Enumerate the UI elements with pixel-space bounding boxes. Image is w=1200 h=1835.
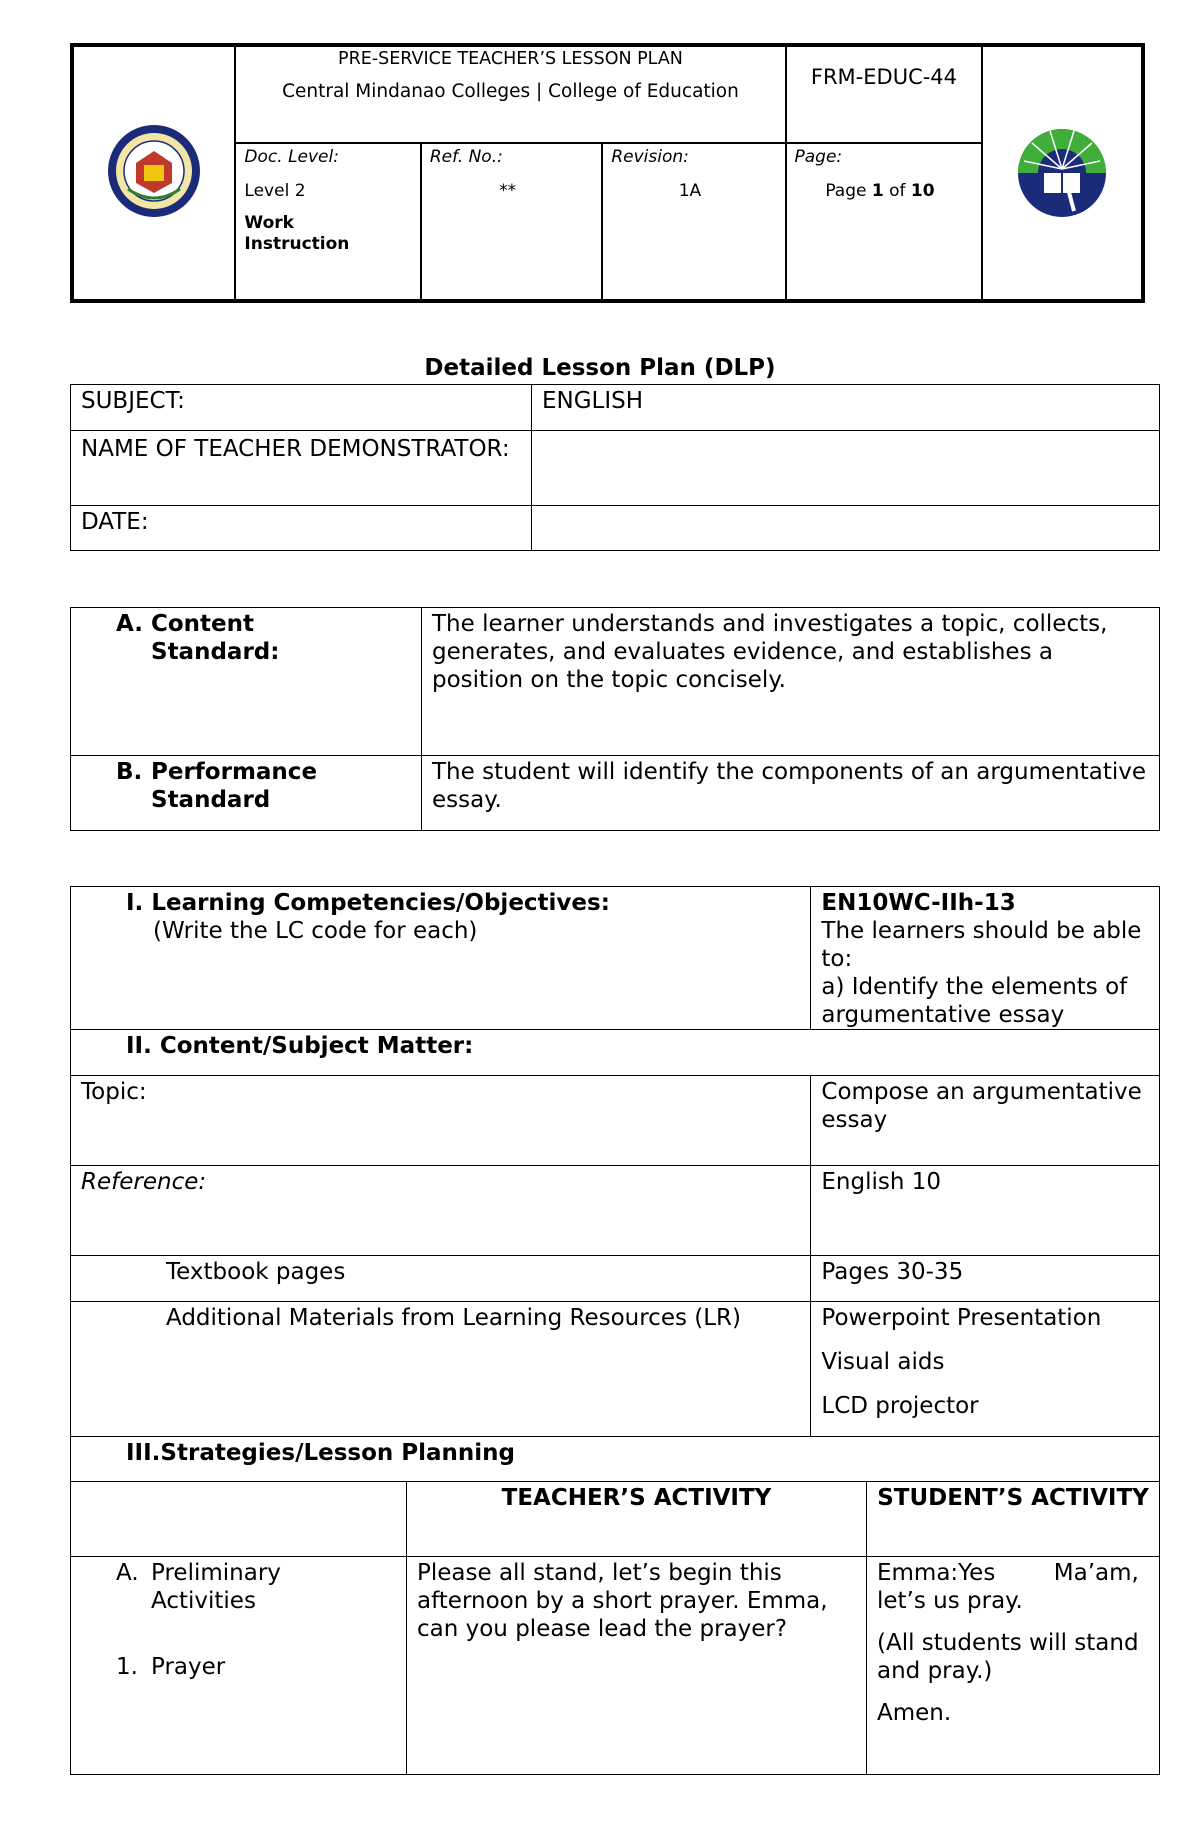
- ref-no-value: **: [499, 181, 517, 201]
- form-header-table: [70, 43, 1145, 303]
- title-cell: [235, 45, 785, 143]
- teacher-activity-text: Please all stand, let’s begin this afternoon by a short prayer. Emma, can you please lead the prayer?: [407, 1557, 867, 1775]
- competencies-detail-cell: [811, 887, 1160, 1030]
- teacher-activity-header: TEACHER’S ACTIVITY: [407, 1482, 867, 1557]
- competencies-title: Learning Competencies/Objectives:: [151, 890, 610, 916]
- content-standard-label: [71, 608, 422, 756]
- dlp-title: Detailed Lesson Plan (DLP): [424, 355, 776, 381]
- competencies-num: I.: [126, 890, 144, 916]
- doc-level-value: Level 2: [244, 181, 306, 201]
- performance-standard-text: The student will identify the components of an argumentative essay.: [422, 756, 1160, 831]
- revision-value: 1A: [678, 181, 702, 201]
- page-number: [795, 181, 982, 201]
- textbook-value: Pages 30-35: [811, 1256, 1160, 1302]
- form-code: FRM-EDUC-44: [810, 65, 958, 89]
- lesson-plan-table: [70, 886, 1160, 1775]
- student-activity-header: STUDENT’S ACTIVITY: [867, 1482, 1160, 1557]
- competencies-sub: (Write the LC code for each): [153, 918, 478, 944]
- date-label: DATE:: [71, 506, 532, 551]
- content-heading: II. Content/Subject Matter:: [71, 1030, 1160, 1076]
- page-of: of: [889, 181, 906, 201]
- college-of-education-logo: [1014, 121, 1110, 221]
- prayer-item: [116, 1653, 396, 1681]
- content-standard-letter: A.: [116, 611, 143, 637]
- material-item: Visual aids: [821, 1349, 945, 1375]
- materials-cell: [811, 1302, 1160, 1437]
- materials-label: Additional Materials from Learning Resources (LR): [71, 1302, 811, 1437]
- subject-label: SUBJECT:: [71, 385, 532, 431]
- content-standard-text: The learner understands and investigates a topic, collects, generates, and evaluates evidence, and establishes a position on the topic concisely.: [422, 608, 1160, 756]
- objectives-intro: The learners should be able to:: [821, 918, 1142, 972]
- page-total: 10: [910, 181, 935, 201]
- teacher-label: NAME OF TEACHER DEMONSTRATOR:: [71, 431, 532, 506]
- performance-standard-label: [71, 756, 422, 831]
- subject-value: ENGLISH: [532, 385, 1160, 431]
- preliminary-label: Preliminary Activities: [151, 1560, 281, 1614]
- student-activity-cell: [867, 1557, 1160, 1775]
- education-logo-cell: [982, 45, 1143, 301]
- doc-level-type: Work Instruction: [244, 213, 350, 254]
- preliminary-letter: A.: [116, 1560, 139, 1586]
- doc-level-cell: [235, 143, 420, 301]
- preliminary-cell: [71, 1557, 407, 1775]
- reference-label: Reference:: [71, 1166, 811, 1256]
- page-label: Page:: [794, 147, 843, 167]
- form-title: PRE-SERVICE TEACHER’S LESSON PLAN: [338, 49, 683, 69]
- revision-cell: [602, 143, 785, 301]
- ref-no-label: Ref. No.:: [429, 147, 503, 167]
- dlp-info-table: [70, 384, 1160, 551]
- cmc-seal-cell: [72, 45, 235, 301]
- objective-a: a) Identify the elements of argumentative essay: [821, 974, 1128, 1028]
- cmc-seal-logo: [106, 123, 202, 219]
- revision-label: Revision:: [611, 147, 689, 167]
- content-standard-text-label: Content Standard:: [151, 611, 280, 665]
- topic-label: Topic:: [71, 1076, 811, 1166]
- doc-level-label: Doc. Level:: [244, 147, 339, 167]
- topic-value: Compose an argumentative essay: [811, 1076, 1160, 1166]
- competencies-heading-cell: [71, 887, 811, 1030]
- student-line-2: (All students will stand and pray.): [877, 1630, 1139, 1684]
- ref-no-cell: [421, 143, 603, 301]
- page-current: 1: [871, 181, 884, 201]
- page-cell: [786, 143, 983, 301]
- material-item: LCD projector: [821, 1393, 979, 1419]
- standards-table: [70, 607, 1160, 831]
- teacher-value: [532, 431, 1160, 506]
- student-line-3: Amen.: [877, 1700, 952, 1726]
- prayer-num: 1.: [116, 1654, 138, 1680]
- competencies-heading: [126, 889, 800, 917]
- lc-code: EN10WC-IIh-13: [821, 890, 1016, 916]
- date-value: [532, 506, 1160, 551]
- textbook-label: Textbook pages: [71, 1256, 811, 1302]
- student-line-1: Emma:Yes Ma’am, let’s us pray.: [877, 1560, 1147, 1614]
- preliminary-item: [116, 1559, 396, 1615]
- reference-value: English 10: [811, 1166, 1160, 1256]
- material-item: Powerpoint Presentation: [821, 1305, 1102, 1331]
- institution-name: Central Mindanao Colleges | College of Education: [282, 81, 739, 102]
- strategies-blank-header: [71, 1482, 407, 1557]
- page-word: Page: [825, 181, 867, 201]
- form-code-cell: [786, 45, 983, 143]
- performance-standard-text-label: Performance Standard: [151, 759, 318, 813]
- prayer-label: Prayer: [151, 1654, 226, 1680]
- strategies-heading: III.Strategies/Lesson Planning: [71, 1437, 1160, 1482]
- performance-standard-letter: B.: [116, 759, 143, 785]
